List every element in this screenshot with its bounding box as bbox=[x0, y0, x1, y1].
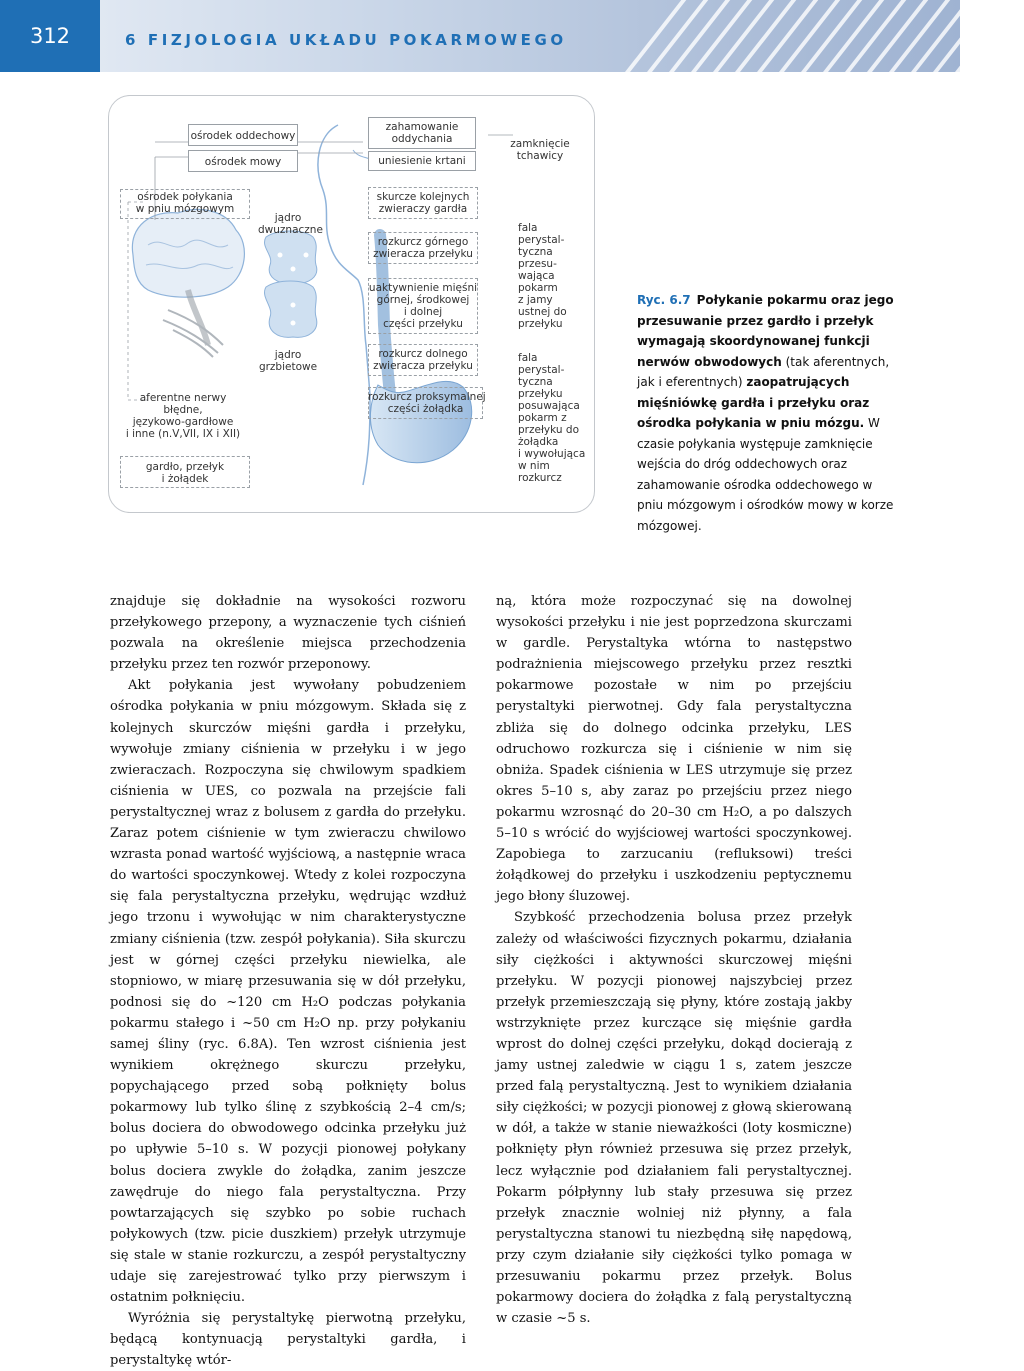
paragraph: Wyróżnia się perystaltykę pierwotną przełyku, będącą kontynuacją perystaltyki gardła, i perystaltykę wtór- bbox=[110, 1311, 466, 1369]
paragraph: Akt połykania jest wywołany pobudzeniem ośrodka połykania w pniu mózgowym. Składa się z kolejnych skurczów mięśni gardła i przełyku, wywołuje zmiany ciśnienia w przełyku i w jego zwieraczach. Rozpoczyna się chwilowym spadkiem ciśnienia w UES, co pozwala na przejście fali perystaltycznej wraz z bolusem z gardła do przełyku. Zaraz potem ciśnienie w tym zwieraczu chwilowo wzrasta ponad wartość wyjściową, a następnie wraca do wartości spoczynkowej. Wtedy z kolei rozpoczyna się fala perystaltyczna przełyku, wędrując wzdłuż jego trzonu i wywołując w nim charakterystyczne zmiany ciśnienia (tzw. zespół połykania). Siła skurczu jest w górnej części przełyku niewielka, ale stopniowo, w miarę przesuwania się w dół przełyku, podnosi się do ~120 cm H₂O podczas połykania pokarmu stałego i ~50 cm H₂O np. przy połykaniu samej śliny (ryc. 6.8A). Ten wzrost ciśnienia jest wynikiem okrężnego skurczu przełyku, popychającego przed sobą połknięty bolus pokarmowy lub tylko ślinę z szybkością 2–4 cm/s; bolus dociera do obwodowego odcinka przełyku już po upływie 5–10 s. W pozycji pionowej połykany bolus dociera zwykle do żołądka, zanim jeszcze zawędruje do niego fala perystaltyczna. Przy powtarzających się szybko po sobie ruchach połykowych (tzw. picie duszkiem) przełyk utrzymuje się stale w stanie rozkurczu, a zespół perystaltyczny udaje się zarejestrować tylko przy pierwszym i ostatnim połknięciu. bbox=[110, 678, 466, 1306]
page-number: 312 bbox=[0, 0, 100, 72]
nerve-fibers bbox=[163, 310, 223, 357]
brainstem bbox=[188, 290, 208, 345]
les-label: rozkurcz dolnego zwieracza przełyku bbox=[373, 348, 473, 372]
ues-label: rozkurcz górnego zwieracza przełyku bbox=[373, 236, 473, 260]
head-profile-line bbox=[318, 125, 370, 485]
resp-center-label: ośrodek oddechowy bbox=[190, 130, 296, 142]
nucleus-dot bbox=[291, 303, 296, 308]
larynx-label: uniesienie krtani bbox=[378, 155, 466, 167]
paragraph: ną, która może rozpoczynać się na dowolnej wysokości przełyku i nie jest poprzedzona skurczami w gardle. Perystaltyka wtórna to następstwo podrażnienia miejscowego przełyku przez resztki pokarmowe pozostałe w nim po przejściu perystaltyki pierwotnej. Gdy fala perystaltyczna zbliża się do dolnego odcinka przełyku, LES odruchowo rozkurcza się i ciśnienie w nim się obniża. Spadek ciśnienia w LES utrzymuje się przez okres 5–10 s, aby zaraz po przejściu przez niego pokarmu wzrosnąć do 20–30 cm H₂O, a po dalszych 5–10 s wrócić do wyjściowej wartości spoczynkowej. Zapobiega to zarzucaniu (refluksowi) treści żołądkowej do przełyku i uszkodzeniu peptycznemu jego błony śluzowej. bbox=[496, 594, 852, 905]
stomach-label: rozkurcz proksymalnej części żołądka bbox=[368, 391, 486, 415]
body-column-right bbox=[496, 591, 852, 1329]
nucleus-dorsal-section bbox=[264, 281, 316, 337]
inhibition-label: zahamowanie oddychania bbox=[385, 121, 459, 145]
paragraph: znajduje się dokładnie na wysokości rozworu przełykowego przepony, a wyznaczenie tych ciśnień pozwala na określenie miejsca przechodzenia przełyku przez ten rozwór przeponowy. bbox=[110, 594, 466, 673]
throat-label: gardło, przełyk i żołądek bbox=[145, 461, 225, 485]
brain-shape bbox=[132, 209, 244, 297]
caption-rest: W czasie połykania występuje zamknięcie wejścia do dróg oddechowych oraz zahamowanie ośrodka oddechowego w pniu mózgowym i ośrodków mowy w korze mózgowej. bbox=[637, 416, 894, 533]
figure-caption bbox=[637, 290, 899, 536]
wave1-label: fala perystal- tyczna przesu- wająca pokarm z jamy ustnej do przełyku bbox=[518, 222, 567, 330]
header-stripes bbox=[630, 0, 960, 72]
nucleus-dual-label: jądro dwuznaczne bbox=[258, 212, 323, 236]
caption-bold: Połykanie pokarmu oraz jego przesuwanie przez gardło i przełyk wymagają skoordynowanej funkcji nerwów obwodowych bbox=[637, 293, 894, 369]
nucleus-dot bbox=[304, 253, 309, 258]
speech-center-label: ośrodek mowy bbox=[204, 156, 282, 168]
figure-number: Ryc. 6.7 bbox=[637, 293, 691, 307]
nucleus-dot bbox=[278, 253, 283, 258]
pharynx-label: skurcze kolejnych zwieraczy gardła bbox=[376, 191, 470, 215]
muscle-label: uaktywnienie mięśni górnej, środkowej i dolnej części przełyku bbox=[368, 282, 478, 330]
swallow-center-label: ośrodek połykania w pniu mózgowym bbox=[135, 191, 235, 215]
body-column-left bbox=[110, 591, 466, 1371]
caption-bold-2: zaopatrujących mięśniówkę gardła i przełyku oraz ośrodka połykania w pniu mózgu. bbox=[637, 375, 870, 430]
trachea-close-label: zamknięcie tchawicy bbox=[510, 138, 570, 162]
nucleus-dot bbox=[291, 321, 296, 326]
chapter-title: 6 FIZJOLOGIA UKŁADU POKARMOWEGO bbox=[125, 31, 567, 49]
afferent-label: aferentne nerwy błędne, językowo-gardłowe i inne (n.V,VII, IX i XII) bbox=[125, 392, 241, 440]
caption-mid: (tak aferentnych, jak i eferentnych) bbox=[637, 354, 890, 389]
paragraph: Szybkość przechodzenia bolusa przez przełyk zależy od właściwości fizycznych pokarmu, działania siły ciężkości i aktywności skurczowej mięśni przełyku. W pozycji pionowej najszybciej przez przełyk przemieszczają się płyny, które zostają jakby wstrzyknięte przez kurczące się mięśnie gardła wprost do dolnej części przełyku, dokąd docierają z jamy ustnej zaledwie w ciągu 1 s, zatem jeszcze przed falą perystaltyczną. Jest to wynikiem działania siły ciężkości; w pozycji pionowej z głową skierowaną w dół, a także w stanie nieważkości (loty kosmiczne) połknięty płyn również przesuwa się przez przełyk, lecz wyłącznie pod działaniem fali perystaltycznej. Pokarm półpłynny lub stały przesuwa się przez przełyk znacznie wolniej niż płynny, a fala perystaltyczna stanowi tu niezbędną siłę napędową, przy czym działanie siły ciężkości tylko pomaga w przesuwaniu pokarmu przez przełyk. Bolus pokarmowy dociera do żołądka z falą perystaltyczną w czasie ~5 s. bbox=[496, 910, 852, 1327]
connector-lines bbox=[294, 142, 363, 153]
nucleus-dorsal-label: jądro grzbietowe bbox=[258, 349, 318, 373]
wave2-label: fala perystal- tyczna przełyku posuwająca pokarm z przełyku do żołądka i wywołująca w nim rozkurcz bbox=[518, 352, 586, 484]
nucleus-dual-section bbox=[264, 231, 316, 283]
nucleus-dot bbox=[291, 267, 296, 272]
